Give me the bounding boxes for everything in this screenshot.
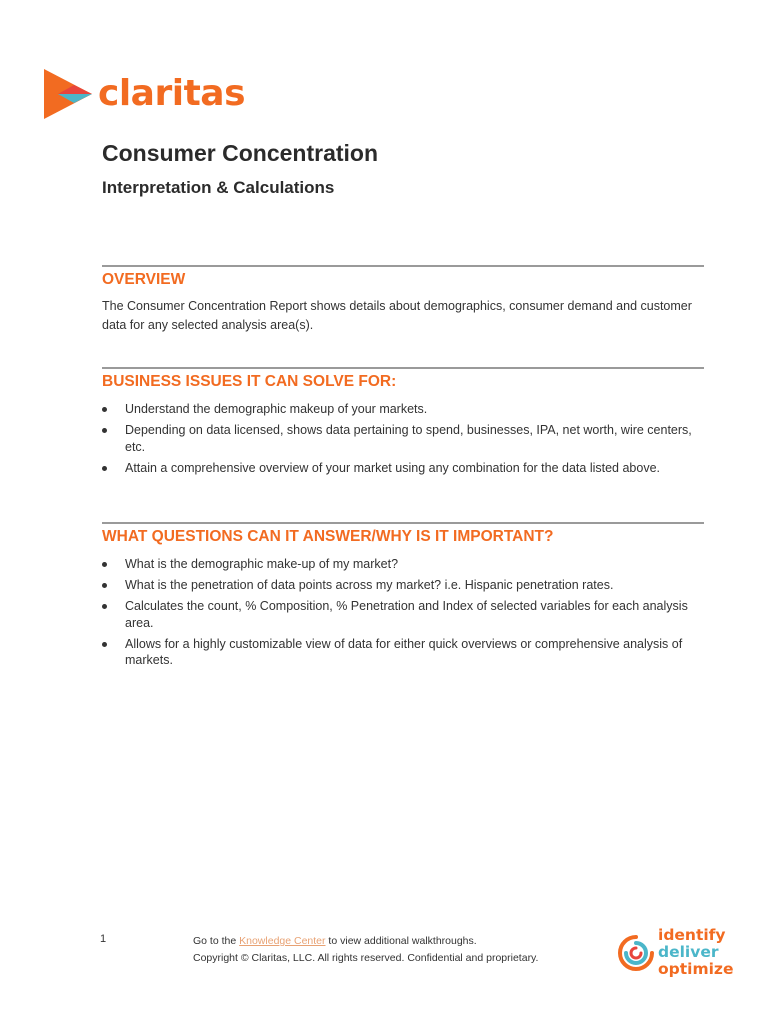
bullet-icon bbox=[102, 407, 107, 412]
bullet-icon bbox=[102, 466, 107, 471]
business-issues-section bbox=[102, 367, 704, 481]
section-divider bbox=[102, 522, 704, 524]
bullet-icon bbox=[102, 562, 107, 567]
document-subtitle: Interpretation & Calculations bbox=[102, 178, 335, 197]
tagline-text bbox=[658, 927, 733, 978]
list-item bbox=[102, 636, 704, 669]
list-item-text: Allows for a highly customizable view of data for either quick overviews or comprehensive analysis of markets. bbox=[125, 636, 683, 667]
footer-line1-suffix: to view additional walkthroughs. bbox=[325, 935, 477, 947]
questions-list bbox=[102, 556, 704, 669]
overview-heading: OVERVIEW bbox=[102, 271, 186, 288]
footer-line1-prefix: Go to the bbox=[193, 935, 240, 947]
knowledge-center-link[interactable]: Knowledge Center bbox=[239, 935, 326, 947]
claritas-logo-mark-icon bbox=[44, 69, 94, 119]
circle-swirl-icon bbox=[618, 933, 654, 973]
bullet-icon bbox=[102, 583, 107, 588]
list-item bbox=[102, 422, 704, 455]
business-issues-list bbox=[102, 401, 704, 476]
claritas-logo-wordmark: claritas bbox=[98, 73, 245, 114]
overview-section bbox=[102, 265, 704, 335]
questions-heading: WHAT QUESTIONS CAN IT ANSWER/WHY IS IT IMPORTANT? bbox=[102, 528, 554, 545]
list-item bbox=[102, 460, 704, 477]
tagline-deliver: deliver bbox=[658, 943, 719, 961]
list-item-text: Calculates the count, % Composition, % Penetration and Index of selected variables for each analysis area. bbox=[125, 599, 688, 630]
section-divider bbox=[102, 265, 704, 267]
list-item-text: Understand the demographic makeup of your markets. bbox=[125, 402, 428, 416]
list-item bbox=[102, 401, 704, 418]
tagline-optimize: optimize bbox=[658, 960, 734, 978]
list-item-text: What is the penetration of data points across my market? i.e. Hispanic penetration rates. bbox=[125, 578, 614, 592]
bullet-icon bbox=[102, 604, 107, 609]
business-issues-heading: BUSINESS ISSUES IT CAN SOLVE FOR: bbox=[102, 373, 397, 390]
tagline-identify: identify bbox=[658, 926, 726, 944]
list-item bbox=[102, 556, 704, 573]
document-title: Consumer Concentration bbox=[102, 140, 379, 166]
overview-text: The Consumer Concentration Report shows details about demographics, consumer demand and customer data for any selected analysis area(s). bbox=[102, 299, 692, 332]
copyright-text: Copyright © Claritas, LLC. All rights reserved. Confidential and proprietary. bbox=[193, 952, 539, 964]
bullet-icon bbox=[102, 642, 107, 647]
list-item bbox=[102, 598, 704, 631]
list-item-text: Depending on data licensed, shows data pertaining to spend, businesses, IPA, net worth, wire centers, etc. bbox=[125, 423, 692, 454]
tagline-logo bbox=[618, 927, 733, 978]
section-divider bbox=[102, 367, 704, 369]
list-item-text: What is the demographic make-up of my market? bbox=[125, 557, 399, 571]
bullet-icon bbox=[102, 428, 107, 433]
claritas-logo bbox=[44, 68, 245, 120]
footer-text bbox=[193, 933, 538, 967]
questions-section bbox=[102, 522, 704, 673]
list-item bbox=[102, 577, 704, 594]
list-item-text: Attain a comprehensive overview of your market using any combination for the data listed above. bbox=[125, 460, 661, 475]
page-number: 1 bbox=[100, 933, 107, 945]
